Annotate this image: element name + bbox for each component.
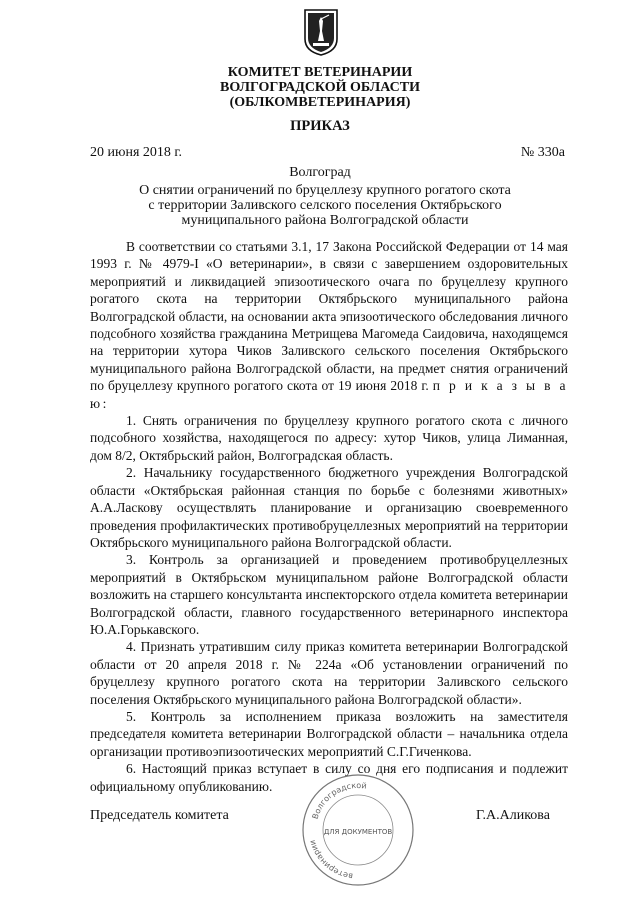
document-type-title: ПРИКАЗ [290, 118, 350, 134]
order-directive: п р и к а з ы в а ю: [90, 378, 569, 411]
order-city: Волгоград [289, 165, 351, 180]
order-subject [100, 183, 550, 228]
subject-line: с территории Заливского селского поселения Октябрьского [148, 198, 502, 213]
stamp-center-text: ДЛЯ ДОКУМЕНТОВ [323, 828, 393, 836]
order-item: 3. Контроль за организацией и проведением противобруцеллезных мероприятий в Октябрьском муниципальном районе Волгоградской области возложить на старшего консультанта инспекторского отдела комитета ветеринарии Волгоградской области, главного государственного ветеринарного инспектора Ю.А.Горькавского. [90, 552, 568, 637]
order-body [90, 238, 568, 795]
order-item: 5. Контроль за исполнением приказа возложить на заместителя председателя комитета ветеринарии Волгоградской области – начальника отдела организации противоэпизоотических мероприятий С.Г.Гиченкова. [90, 708, 568, 759]
subject-line: муниципального района Волгоградской области [181, 213, 469, 228]
official-stamp [298, 770, 418, 890]
subject-line: О снятии ограничений по бруцеллезу крупного рогатого скота [139, 183, 511, 198]
preamble-text: В соответствии со статьями 3.1, 17 Закона Российской Федерации от 14 мая 1993 г. № 4979-I «О ветеринарии», в связи с завершением оздоровительных мероприятий и ликвидацией эпизоотического очага по бруцеллезу крупного рогатого скота на территории Октябрьского муниципального района Волгоградской области, на основании акта эпизоотического обследования личного подсобного хозяйства гражданина Метрищева Магомеда Саидовича, находящемся на территории хутора Чиков Заливского сельского поселения Октябрьского муниципального района Волгоградской области, на предмет снятия ограничений по бруцеллезу крупного рогатого скота от 19 июня 2018 г. [90, 239, 568, 394]
committee-abbreviation: (ОБЛКОМВЕТЕРИНАРИЯ) [229, 95, 411, 110]
stamp-top-text: Волгоградской [310, 780, 368, 821]
stamp-left-text: ветеринарии [307, 838, 354, 881]
order-item: 1. Снять ограничения по бруцеллезу крупного рогатого скота с личного подсобного хозяйства, находящегося по адресу: хутор Чиков, улица Лиманная, дом 8/2, Октябрьский район, Волгоградская область. [90, 413, 568, 463]
region-name: ВОЛГОГРАДСКОЙ ОБЛАСТИ [220, 80, 420, 95]
order-date: 20 июня 2018 г. [90, 145, 183, 160]
preamble-paragraph [90, 238, 568, 412]
signatory-position: Председатель комитета [90, 808, 229, 823]
signatory-name: Г.А.Аликова [476, 808, 550, 823]
order-item: 2. Начальнику государственного бюджетного учреждения Волгоградской области «Октябрьская районная станция по борьбе с болезнями животных» А.А.Ласкову осуществлять планирование и организацию своевременного проведения профилактических противобруцеллезных мероприятий на территории Октябрьского муниципального района Волгоградской области. [90, 465, 568, 550]
order-item: 6. Настоящий приказ вступает в силу со дня его подписания и подлежит официальному опубликованию. [90, 761, 568, 794]
order-item: 4. Признать утратившим силу приказ комитета ветеринарии Волгоградской области от 20 апреля 2018 г. № 224а «Об установлении ограничений по бруцеллезу крупного рогатого скота на территории Заливского сельского поселения Октябрьского муниципального района Волгоградской области». [90, 639, 568, 707]
coat-of-arms-emblem [302, 7, 340, 57]
committee-name: КОМИТЕТ ВЕТЕРИНАРИИ [227, 65, 413, 80]
order-number: № 330а [520, 145, 565, 160]
